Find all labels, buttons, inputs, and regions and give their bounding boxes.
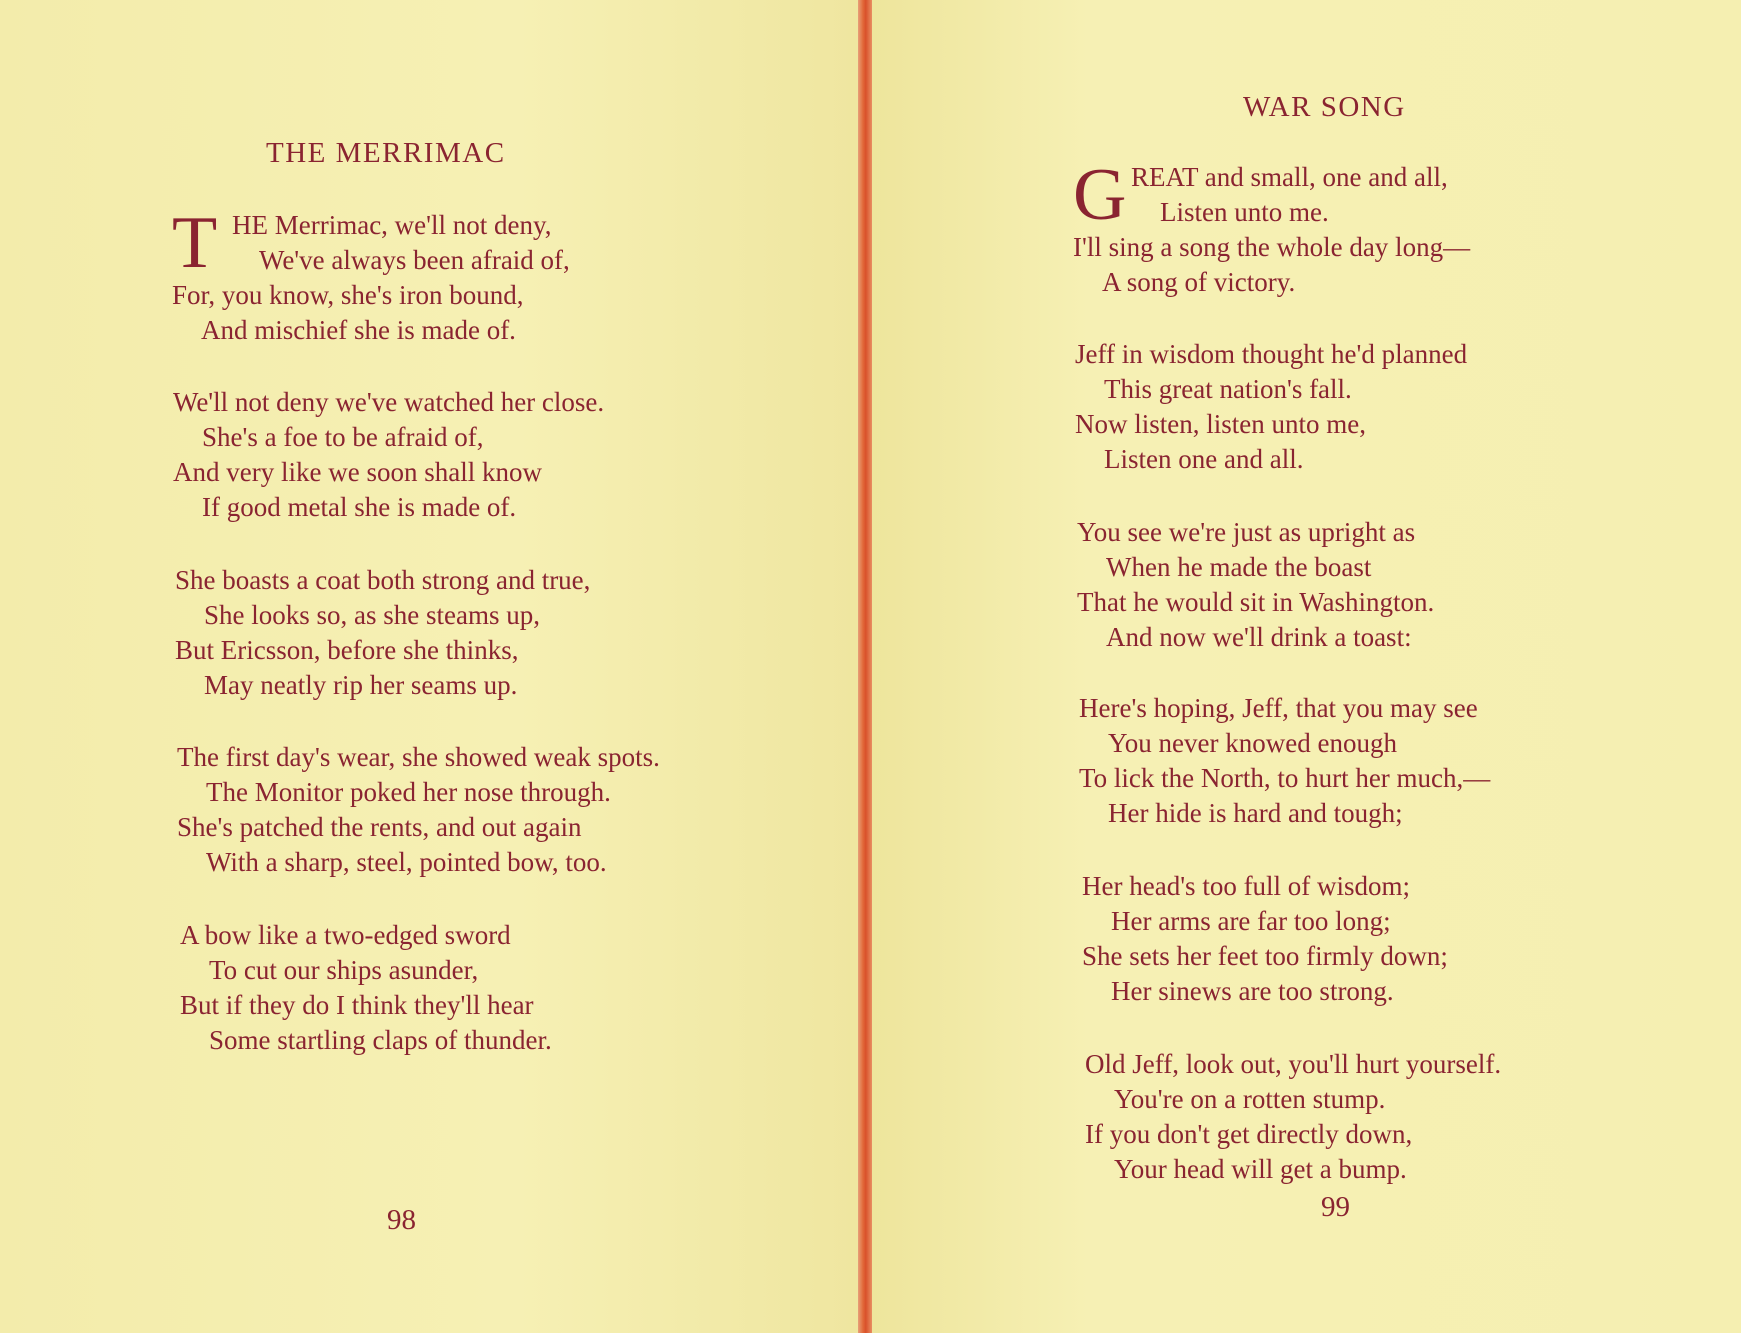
verse-line: This great nation's fall. — [1104, 374, 1352, 404]
stanza — [1077, 515, 1434, 655]
stanza — [1085, 1047, 1501, 1187]
verse-line: And mischief she is made of. — [201, 315, 516, 345]
verse-line: That he would sit in Washington. — [1077, 587, 1435, 617]
verse-line: You see we're just as upright as — [1077, 517, 1416, 547]
drop-cap: T — [172, 202, 218, 284]
stanza — [172, 202, 570, 348]
page-number: 98 — [387, 1204, 416, 1236]
stanza — [1079, 691, 1490, 831]
stanza — [177, 740, 660, 880]
stanza — [1073, 154, 1471, 300]
verse-line: She looks so, as she steams up, — [204, 600, 540, 630]
verse-line: Jeff in wisdom thought he'd planned — [1075, 339, 1468, 369]
verse-line: You never knowed enough — [1108, 728, 1397, 758]
verse-line: If good metal she is made of. — [202, 492, 517, 522]
stanza — [175, 563, 590, 703]
verse-line: The first day's wear, she showed weak spots. — [177, 742, 660, 772]
verse-line: To cut our ships asunder, — [209, 955, 479, 985]
verse-line: For, you know, she's iron bound, — [172, 280, 524, 310]
drop-cap: G — [1073, 154, 1127, 236]
verse-line: The Monitor poked her nose through. — [206, 777, 611, 807]
book-spine — [858, 0, 872, 1333]
verse-line: Her arms are far too long; — [1111, 906, 1391, 936]
verse-line: To lick the North, to hurt her much,— — [1079, 763, 1491, 793]
verse-line: Her sinews are too strong. — [1111, 976, 1394, 1006]
verse-line: She's a foe to be afraid of, — [202, 422, 484, 452]
verse-line: When he made the boast — [1106, 552, 1372, 582]
verse-line: And very like we soon shall know — [173, 457, 542, 487]
verse-line: Listen unto me. — [1160, 197, 1329, 227]
page-number: 99 — [1321, 1191, 1350, 1223]
first-line-group — [1073, 154, 1470, 236]
verse-line: A song of victory. — [1102, 267, 1296, 297]
stanza — [173, 385, 604, 525]
verse-line: Listen one and all. — [1104, 444, 1304, 474]
verse-line: HE Merrimac, we'll not deny, — [232, 210, 552, 240]
verse-line: May neatly rip her seams up. — [204, 670, 518, 700]
first-line-group — [172, 202, 570, 284]
left-page — [0, 0, 858, 1333]
verse-line: Your head will get a bump. — [1114, 1154, 1407, 1184]
verse-line: I'll sing a song the whole day long— — [1073, 232, 1471, 262]
poem-title-war-song: WAR SONG — [1243, 91, 1406, 123]
stanza — [180, 918, 552, 1058]
stanza — [1075, 337, 1467, 477]
verse-line: With a sharp, steel, pointed bow, too. — [206, 847, 607, 877]
verse-line: She boasts a coat both strong and true, — [175, 565, 591, 595]
poem-title-merrimac: THE MERRIMAC — [266, 137, 506, 169]
verse-line: If you don't get directly down, — [1085, 1119, 1413, 1149]
verse-line: Her head's too full of wisdom; — [1082, 871, 1411, 901]
verse-line: Her hide is hard and tough; — [1108, 798, 1403, 828]
verse-line: You're on a rotten stump. — [1114, 1084, 1386, 1114]
verse-line: But Ericsson, before she thinks, — [175, 635, 519, 665]
verse-line: A bow like a two-edged sword — [180, 920, 511, 950]
verse-line: Some startling claps of thunder. — [209, 1025, 552, 1055]
verse-line: But if they do I think they'll hear — [180, 990, 534, 1020]
verse-line: And now we'll drink a toast: — [1106, 622, 1412, 652]
verse-line: We'll not deny we've watched her close. — [173, 387, 605, 417]
verse-line: Old Jeff, look out, you'll hurt yourself. — [1085, 1049, 1502, 1079]
verse-line: She's patched the rents, and out again — [177, 812, 582, 842]
verse-line: Now listen, listen unto me, — [1075, 409, 1366, 439]
verse-line: We've always been afraid of, — [259, 245, 570, 275]
verse-line: Here's hoping, Jeff, that you may see — [1079, 693, 1478, 723]
verse-line: REAT and small, one and all, — [1131, 162, 1448, 192]
verse-line: She sets her feet too firmly down; — [1082, 941, 1448, 971]
stanza — [1082, 869, 1448, 1009]
